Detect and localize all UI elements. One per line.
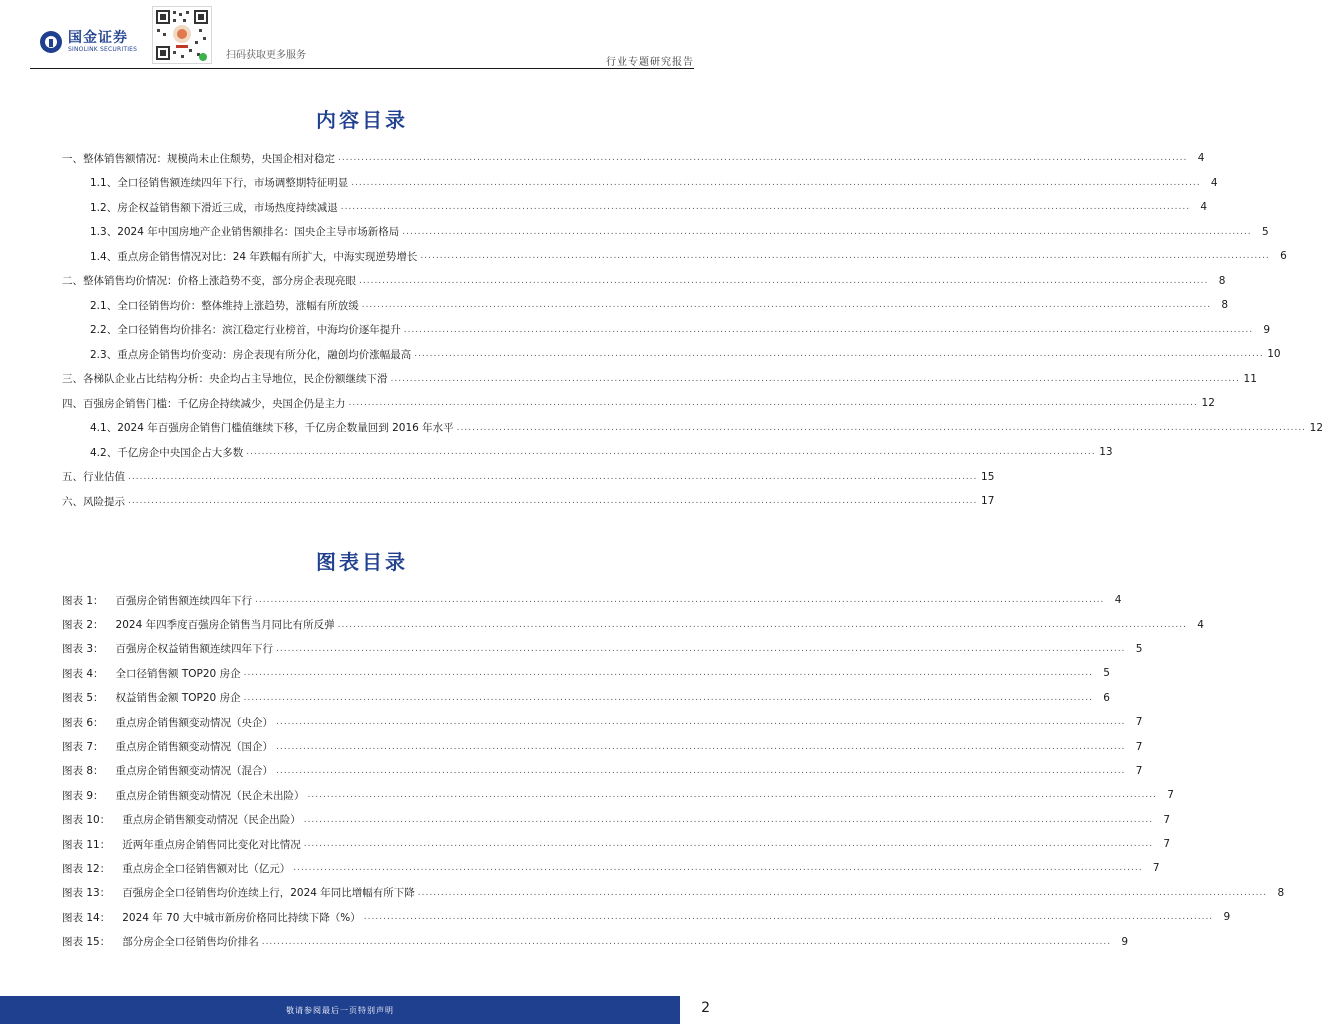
figure-entry-title: 百强房企销售额连续四年下行: [115, 594, 253, 607]
figure-entry[interactable]: [62, 759, 1143, 783]
page-number: 2: [701, 1000, 710, 1016]
figure-entry-label: 图表 15：: [62, 936, 111, 949]
dot-leader: ............................................................................................................................................................................................................................: [303, 839, 1154, 850]
figure-entry-label: 图表 1：: [62, 594, 104, 607]
figure-entry-title: 权益销售金额 TOP20 房企: [115, 692, 241, 705]
qr-code-icon: [152, 6, 212, 64]
figure-entry-title: 全口径销售额 TOP20 房企: [115, 667, 241, 680]
dot-leader: ............................................................................................................................................................................................................................: [261, 936, 1112, 947]
figure-entry[interactable]: [62, 734, 1143, 758]
dot-leader: ............................................................................................................................................................................................................................: [351, 177, 1201, 188]
figure-entry-title: 百强房企权益销售额连续四年下行: [115, 643, 274, 656]
logo-icon: [40, 31, 62, 53]
figure-entry-page: 5: [1103, 667, 1110, 680]
toc-entry-page: 9: [1263, 323, 1271, 336]
toc-entry-page: 12: [1201, 397, 1215, 410]
toc-entry-title: 六、风险提示: [62, 495, 125, 508]
toc-entry-page: 10: [1267, 348, 1281, 361]
toc-entry[interactable]: [62, 489, 995, 514]
dot-leader: ............................................................................................................................................................................................................................: [276, 717, 1126, 728]
figure-entry[interactable]: [62, 612, 1204, 636]
toc-entry-title: 一、整体销售额情况：规模尚未止住颓势，央国企相对稳定: [62, 152, 335, 165]
figure-entry[interactable]: [62, 686, 1110, 710]
dot-leader: ............................................................................................................................................................................................................................: [359, 275, 1209, 286]
toc-entry-title: 2.3、重点房企销售均价变动：房企表现有所分化，融创均价涨幅最高: [90, 348, 412, 361]
figure-entry-page: 7: [1163, 813, 1171, 826]
toc-list: [62, 146, 1323, 514]
toc-entry-title: 二、整体销售均价情况：价格上涨趋势不变，部分房企表现亮眼: [62, 275, 356, 288]
toc-entry-title: 四、百强房企销售门槛：千亿房企持续减少，央国企仍是主力: [62, 397, 346, 410]
figure-entry-label: 图表 6：: [62, 716, 104, 729]
figure-entry-title: 重点房企销售额变动情况（国企）: [115, 741, 274, 754]
dot-leader: ............................................................................................................................................................................................................................: [303, 814, 1154, 825]
figure-entry-label: 图表 12：: [62, 862, 111, 875]
dot-leader: ............................................................................................................................................................................................................................: [246, 447, 1096, 458]
dot-leader: ............................................................................................................................................................................................................................: [390, 373, 1240, 384]
dot-leader: ............................................................................................................................................................................................................................: [456, 422, 1307, 433]
figure-entry[interactable]: [62, 881, 1285, 905]
toc-entry-title: 五、行业估值: [62, 471, 125, 484]
figure-entry[interactable]: [62, 710, 1143, 734]
dot-leader: ............................................................................................................................................................................................................................: [243, 692, 1093, 703]
dot-leader: ............................................................................................................................................................................................................................: [276, 765, 1126, 776]
toc-entry[interactable]: [62, 146, 1205, 171]
dot-leader: ............................................................................................................................................................................................................................: [128, 471, 978, 482]
toc-entry-page: 6: [1280, 250, 1287, 263]
toc-entry-page: 4: [1197, 152, 1205, 165]
toc-entry-title: 1.2、房企权益销售额下滑近三成，市场热度持续减退: [90, 201, 338, 214]
toc-entry-title: 2.1、全口径销售均价：整体维持上涨趋势，涨幅有所放缓: [90, 299, 359, 312]
figure-entry-title: 重点房企销售额变动情况（民企未出险）: [115, 789, 305, 802]
figure-entry-title: 2024 年 70 大中城市新房价格同比持续下降（%）: [122, 911, 361, 924]
figure-entry-page: 6: [1103, 691, 1110, 704]
toc-entry-title: 1.3、2024 年中国房地产企业销售额排名：国央企主导市场新格局: [90, 226, 400, 239]
dot-leader: ............................................................................................................................................................................................................................: [348, 398, 1198, 409]
figure-entry-label: 图表 10：: [62, 814, 111, 827]
dot-leader: ............................................................................................................................................................................................................................: [128, 496, 978, 507]
figure-entry[interactable]: [62, 929, 1129, 953]
toc-entry-page: 4: [1210, 176, 1218, 189]
figure-entry[interactable]: [62, 637, 1143, 661]
dot-leader: ............................................................................................................................................................................................................................: [340, 202, 1191, 213]
figure-entry-title: 近两年重点房企销售同比变化对比情况: [122, 838, 301, 851]
figure-entry-label: 图表 14：: [62, 911, 111, 924]
figure-entry-label: 图表 7：: [62, 741, 104, 754]
header-divider: [30, 68, 694, 69]
toc-entry[interactable]: [62, 391, 1215, 416]
toc-entry-page: 8: [1218, 274, 1226, 287]
dot-leader: ............................................................................................................................................................................................................................: [338, 153, 1188, 164]
dot-leader: ............................................................................................................................................................................................................................: [403, 324, 1254, 335]
toc-entry[interactable]: [62, 269, 1226, 294]
dot-leader: ............................................................................................................................................................................................................................: [276, 741, 1126, 752]
dot-leader: ............................................................................................................................................................................................................................: [337, 619, 1187, 630]
figure-entry-page: 5: [1135, 642, 1143, 655]
figure-entry-page: 7: [1152, 862, 1160, 875]
toc-entry-title: 三、各梯队企业占比结构分析：央企均占主导地位，民企份额继续下滑: [62, 373, 388, 386]
figure-entry[interactable]: [62, 783, 1174, 807]
dot-leader: ............................................................................................................................................................................................................................: [361, 300, 1212, 311]
toc-entry[interactable]: [62, 195, 1208, 220]
figure-entry-label: 图表 4：: [62, 667, 104, 680]
toc-entry[interactable]: [62, 220, 1269, 245]
page-header: [0, 0, 724, 70]
toc-entry[interactable]: [62, 465, 995, 490]
figure-entry-page: 7: [1135, 740, 1143, 753]
figure-entry-page: 4: [1197, 618, 1204, 631]
dot-leader: ............................................................................................................................................................................................................................: [414, 349, 1264, 360]
toc-entry-title: 4.2、千亿房企中央国企占大多数: [90, 446, 244, 459]
figure-entry-label: 图表 9：: [62, 789, 104, 802]
figure-entry-label: 图表 11：: [62, 838, 111, 851]
dot-leader: ............................................................................................................................................................................................................................: [307, 790, 1157, 801]
figure-entry-page: 8: [1277, 886, 1285, 899]
report-type: 行业专题研究报告: [606, 57, 694, 68]
dot-leader: ............................................................................................................................................................................................................................: [417, 887, 1268, 898]
logo-english-name: SINOLINK SECURITIES: [68, 46, 138, 53]
toc-entry-page: 15: [981, 470, 995, 483]
toc-entry[interactable]: [62, 244, 1287, 269]
figure-entry-label: 图表 2：: [62, 619, 104, 632]
figure-entry-title: 重点房企销售额变动情况（混合）: [115, 765, 274, 778]
dot-leader: ............................................................................................................................................................................................................................: [402, 226, 1252, 237]
toc-entry-page: 4: [1200, 201, 1208, 214]
logo-chinese-name: 国金证券: [68, 30, 128, 46]
figures-title: 图表目录: [316, 550, 408, 574]
figure-entry-title: 百强房企全口径销售均价连续上行，2024 年同比增幅有所下降: [122, 887, 415, 900]
dot-leader: ............................................................................................................................................................................................................................: [255, 595, 1105, 606]
figure-entry-label: 图表 13：: [62, 887, 111, 900]
toc-entry-title: 4.1、2024 年百强房企销售门槛值继续下移，千亿房企数量回到 2016 年水平: [90, 422, 454, 435]
toc-entry-page: 11: [1243, 372, 1257, 385]
toc-entry-page: 17: [981, 495, 995, 508]
figure-entry-title: 重点房企全口径销售额对比（亿元）: [122, 862, 291, 875]
figure-entry-title: 重点房企销售额变动情况（央企）: [115, 716, 274, 729]
toc-entry-title: 2.2、全口径销售均价排名：滨江稳定行业榜首，中海均价逐年提升: [90, 324, 401, 337]
toc-entry[interactable]: [62, 171, 1218, 196]
figure-entry[interactable]: [62, 808, 1171, 832]
figure-entry[interactable]: [62, 832, 1171, 856]
figure-entry-page: 7: [1135, 764, 1143, 777]
toc-entry[interactable]: [62, 416, 1323, 441]
toc-entry[interactable]: [62, 318, 1271, 343]
figure-entry-title: 2024 年四季度百强房企销售当月同比有所反弹: [115, 619, 335, 632]
dot-leader: ............................................................................................................................................................................................................................: [363, 912, 1214, 923]
dot-leader: ............................................................................................................................................................................................................................: [243, 668, 1093, 679]
figure-entry-page: 9: [1223, 911, 1231, 924]
dot-leader: ............................................................................................................................................................................................................................: [293, 863, 1143, 874]
company-logo: [40, 30, 137, 54]
figures-list: [62, 588, 1285, 954]
figure-entry-page: 9: [1121, 935, 1129, 948]
toc-entry-title: 1.4、重点房企销售情况对比：24 年跌幅有所扩大，中海实现逆势增长: [90, 250, 418, 263]
toc-entry[interactable]: [62, 342, 1281, 367]
dot-leader: ............................................................................................................................................................................................................................: [276, 643, 1126, 654]
toc-entry-page: 13: [1099, 446, 1113, 459]
figure-entry[interactable]: [62, 905, 1231, 929]
figure-entry-page: 7: [1163, 838, 1171, 851]
figure-entry[interactable]: [62, 588, 1122, 612]
figure-entry-title: 部分房企全口径销售均价排名: [122, 936, 259, 949]
figure-entry-label: 图表 3：: [62, 643, 104, 656]
toc-entry-page: 12: [1309, 421, 1323, 434]
dot-leader: ............................................................................................................................................................................................................................: [420, 251, 1270, 262]
toc-entry-page: 5: [1261, 225, 1269, 238]
figure-entry[interactable]: [62, 661, 1110, 685]
toc-entry-page: 8: [1221, 299, 1229, 312]
qr-caption: 扫码获取更多服务: [226, 50, 306, 61]
toc-entry[interactable]: [62, 440, 1113, 465]
toc-entry[interactable]: [62, 293, 1229, 318]
figure-entry-page: 4: [1114, 594, 1122, 607]
figure-entry-label: 图表 8：: [62, 765, 104, 778]
toc-title: 内容目录: [316, 108, 408, 132]
figure-entry-page: 7: [1167, 789, 1174, 802]
figure-entry[interactable]: [62, 856, 1160, 880]
figure-entry-page: 7: [1135, 716, 1143, 729]
figure-entry-label: 图表 5：: [62, 692, 104, 705]
toc-entry-title: 1.1、全口径销售额连续四年下行，市场调整期特征明显: [90, 177, 349, 190]
footer-disclaimer: 敬请参阅最后一页特别声明: [286, 1006, 394, 1015]
toc-entry[interactable]: [62, 367, 1257, 392]
figure-entry-title: 重点房企销售额变动情况（民企出险）: [122, 814, 301, 827]
